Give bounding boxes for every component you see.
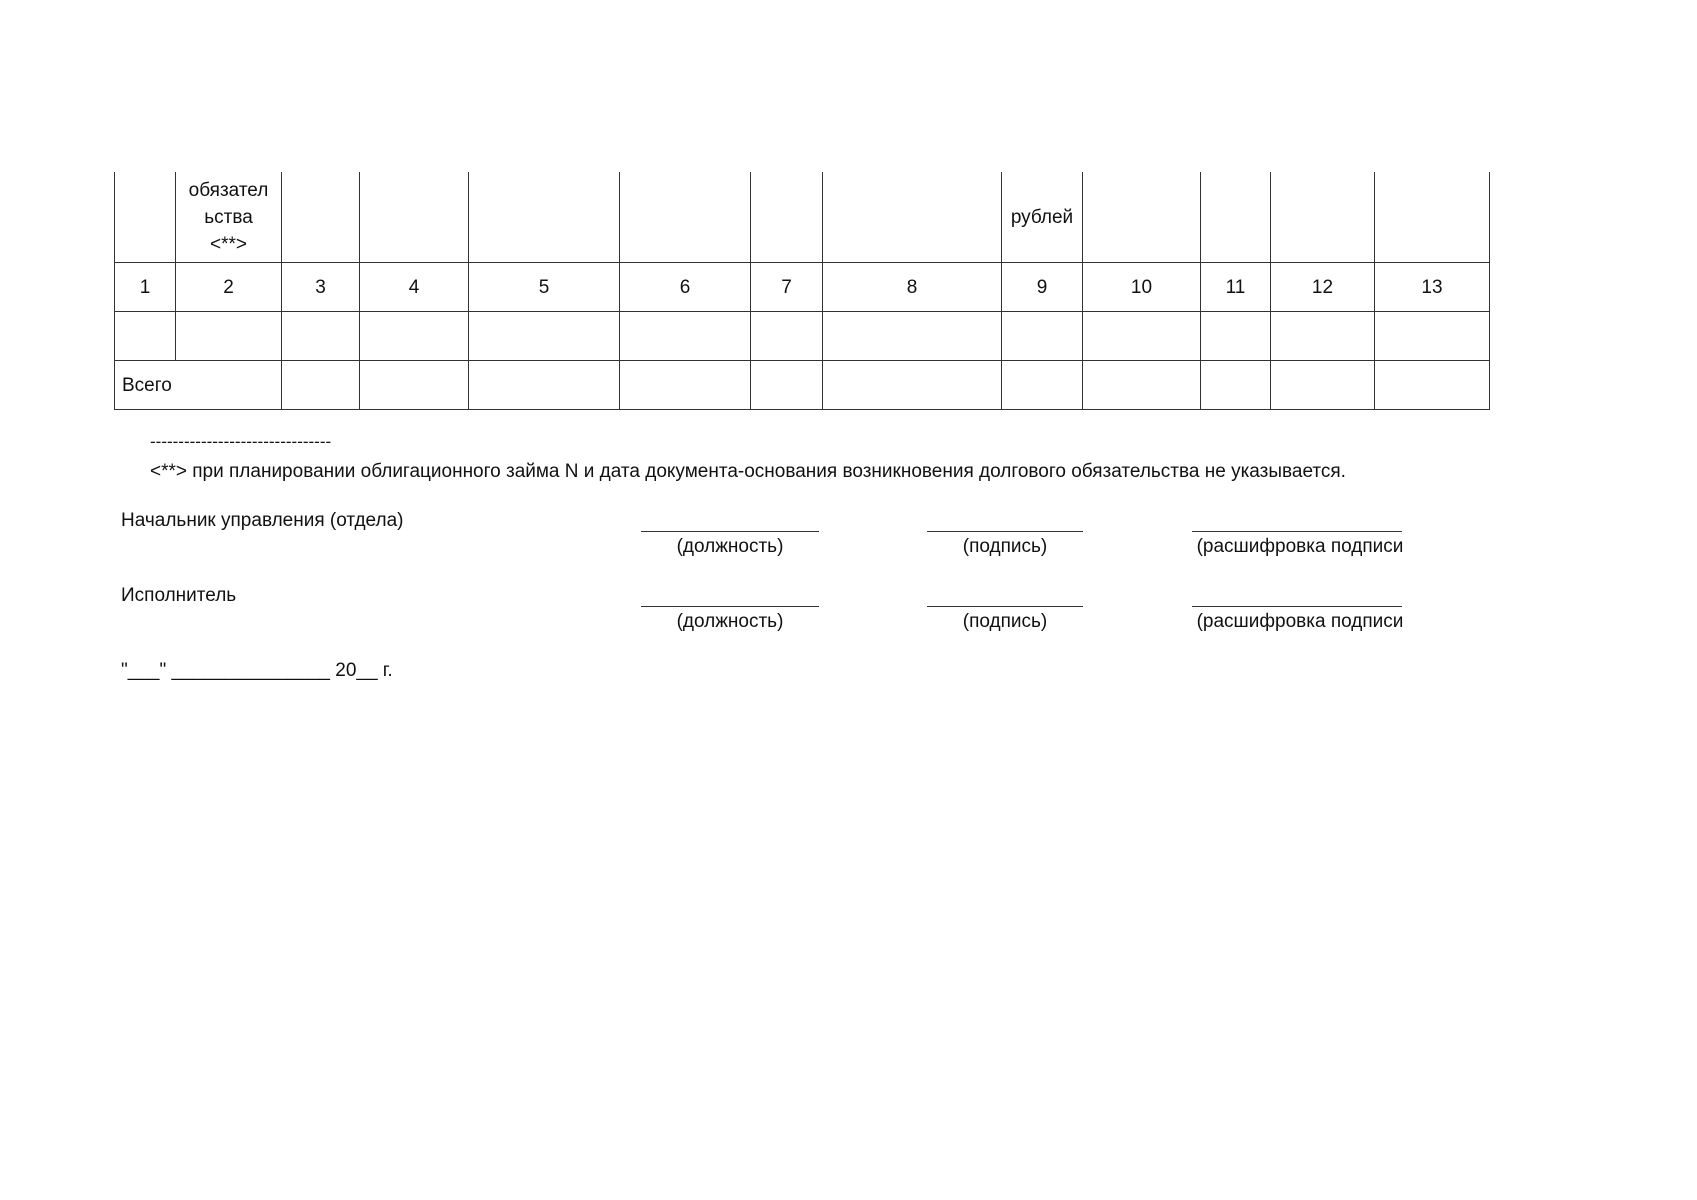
- signature-caption: (подпись): [962, 611, 1048, 632]
- signature-role-head: Начальник управления (отдела): [121, 510, 404, 531]
- table-cell: [176, 312, 282, 361]
- table-data-row: [115, 312, 1490, 361]
- table-cell: [360, 361, 469, 410]
- column-number: 7: [751, 263, 823, 312]
- header-fragment: рублей: [1010, 206, 1074, 228]
- column-number: 5: [469, 263, 620, 312]
- column-number: 3: [282, 263, 360, 312]
- header-cell-4: [360, 172, 469, 263]
- column-number: 2: [176, 263, 282, 312]
- table-cell: [115, 312, 176, 361]
- position-caption: (должность): [676, 611, 784, 632]
- table-cell: [1271, 361, 1375, 410]
- column-number-row: [115, 263, 1490, 312]
- table-cell: [620, 361, 751, 410]
- header-fragment: <**>: [210, 233, 247, 255]
- total-label: Всего: [115, 361, 282, 410]
- signature-role-executor: Исполнитель: [121, 585, 237, 606]
- table-cell: [469, 312, 620, 361]
- column-number: 9: [1002, 263, 1083, 312]
- table-header-row: [115, 172, 1490, 263]
- table-cell: [823, 312, 1002, 361]
- signature-decoding-caption: (расшифровка подписи: [1196, 536, 1404, 557]
- column-number: 10: [1083, 263, 1201, 312]
- column-number: 13: [1375, 263, 1490, 312]
- header-cell-9: [1002, 172, 1083, 263]
- header-cell-1: [115, 172, 176, 263]
- table-cell: [282, 312, 360, 361]
- column-number: 12: [1271, 263, 1375, 312]
- header-cell-2: [176, 172, 282, 263]
- header-cell-3: [282, 172, 360, 263]
- header-cell-10: [1083, 172, 1201, 263]
- column-number: 4: [360, 263, 469, 312]
- header-fragment: обязател: [188, 179, 269, 201]
- table-cell: [1271, 312, 1375, 361]
- header-cell-11: [1201, 172, 1271, 263]
- table-cell: [1201, 361, 1271, 410]
- table-cell: [360, 312, 469, 361]
- header-cell-13: [1375, 172, 1490, 263]
- table-total-row: [115, 361, 1490, 410]
- column-number: 1: [115, 263, 176, 312]
- signature-line: [641, 606, 819, 607]
- table-cell: [1375, 361, 1490, 410]
- table-cell: [1083, 361, 1201, 410]
- table-cell: [823, 361, 1002, 410]
- signature-line: [927, 531, 1083, 532]
- table-cell: [1002, 312, 1083, 361]
- header-cell-12: [1271, 172, 1375, 263]
- header-fragment: ьства: [204, 206, 253, 228]
- date-line: "___" _______________ 20__ г.: [121, 660, 393, 681]
- header-cell-7: [751, 172, 823, 263]
- table-cell: [1201, 312, 1271, 361]
- footnote-text: <**> при планировании облигационного займа N и дата документа-основания возникновения долгового обязательства не указывается.: [150, 461, 1346, 482]
- header-cell-6: [620, 172, 751, 263]
- signature-line: [927, 606, 1083, 607]
- signature-line: [641, 531, 819, 532]
- column-number: 8: [823, 263, 1002, 312]
- table-cell: [282, 361, 360, 410]
- column-number: 6: [620, 263, 751, 312]
- budget-obligations-table: [114, 172, 1490, 410]
- header-cell-5: [469, 172, 620, 263]
- column-number: 11: [1201, 263, 1271, 312]
- footnote-separator: --------------------------------: [150, 432, 332, 451]
- table-cell: [1375, 312, 1490, 361]
- header-cell-8: [823, 172, 1002, 263]
- table-cell: [751, 361, 823, 410]
- position-caption: (должность): [676, 536, 784, 557]
- table-cell: [469, 361, 620, 410]
- signature-caption: (подпись): [962, 536, 1048, 557]
- table-cell: [620, 312, 751, 361]
- table-cell: [1002, 361, 1083, 410]
- signature-decoding-caption: (расшифровка подписи: [1196, 611, 1404, 632]
- signature-line: [1192, 531, 1402, 532]
- table-cell: [751, 312, 823, 361]
- table-cell: [1083, 312, 1201, 361]
- signature-line: [1192, 606, 1402, 607]
